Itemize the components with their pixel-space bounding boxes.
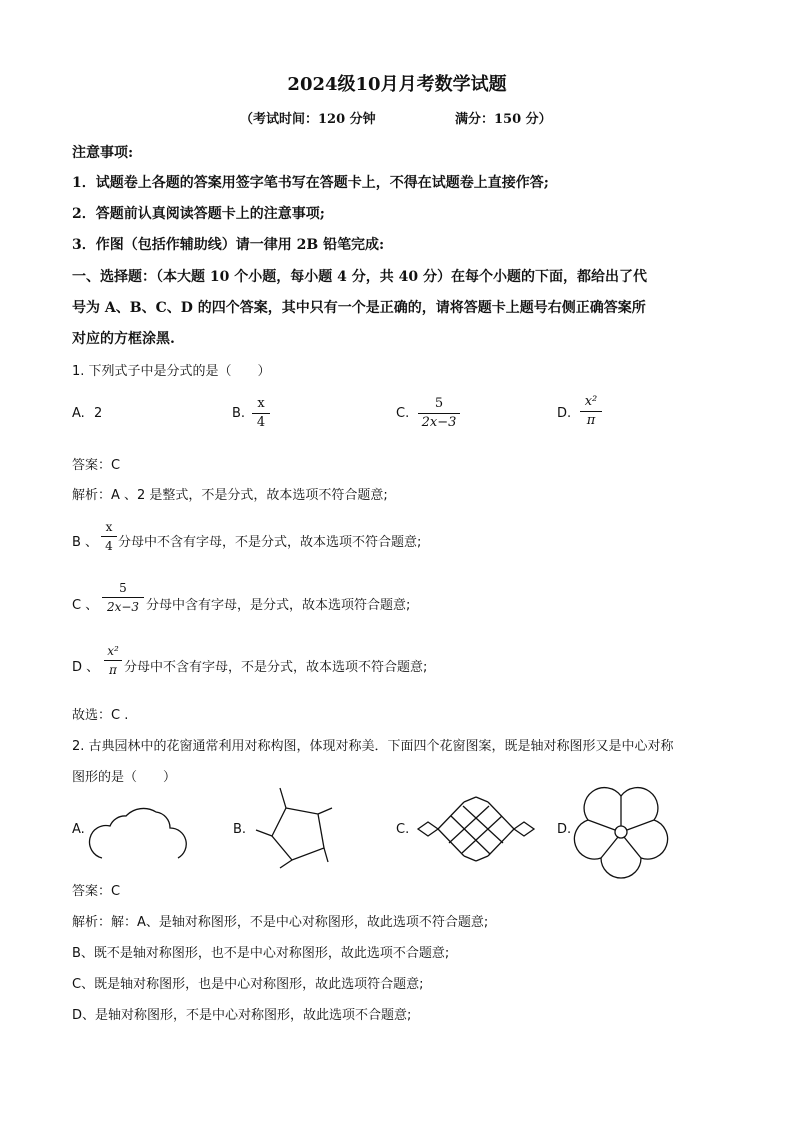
fraction-bar [104, 660, 122, 661]
fraction-numerator: 5 [119, 581, 127, 595]
q1-option-a-label: A. [72, 406, 85, 421]
q1-stem: 1. 下列式子中是分式的是（ ） [72, 364, 271, 379]
q1-option-d-fraction [580, 394, 602, 429]
fraction-numerator: 5 [434, 396, 444, 411]
q1-analysis-b-prefix: B 、 [72, 535, 99, 550]
fraction-denominator: π [586, 413, 596, 428]
q1-analysis-d-text: 分母中不含有字母，不是分式，故本选项不符合题意; [124, 660, 428, 675]
note-item-2: 2．答题前认真阅读答题卡上的注意事项; [72, 206, 325, 222]
fraction-denominator: 2x−3 [106, 600, 140, 614]
q1-option-b-fraction [252, 396, 270, 431]
exam-time: （考试时间：120 分钟 [240, 112, 376, 127]
q2-option-c-label: C. [396, 822, 410, 837]
fraction-bar [580, 411, 602, 412]
fraction-numerator: x [105, 520, 113, 534]
fraction-numerator: x [257, 396, 265, 411]
fraction-bar [101, 536, 117, 537]
q1-option-b-label: B. [232, 406, 246, 421]
section-1-line-1: 一、选择题：（本大题 10 个小题，每小题 4 分，共 40 分）在每个小题的下面，都给出了代 [72, 269, 647, 285]
q1-analysis-c-text: 分母中含有字母，是分式，故本选项符合题意; [146, 598, 411, 613]
q2-analysis-c: C、既是轴对称图形，也是中心对称图形，故此选项符合题意; [72, 977, 424, 992]
q1-analysis-d-fraction [104, 643, 122, 678]
q2-option-b-figure [252, 786, 342, 870]
q1-conclusion: 故选：C . [72, 708, 129, 723]
q2-stem-line-1: 2. 古典园林中的花窗通常利用对称构图，体现对称美．下面四个花窗图案，既是轴对称图形又是中心对称 [72, 739, 674, 754]
note-item-1: 1．试题卷上各题的答案用签字笔书写在答题卡上，不得在试题卷上直接作答; [72, 175, 549, 191]
fraction-bar [418, 413, 460, 414]
q1-option-c-fraction [418, 396, 460, 431]
exam-score: 满分：150 分） [455, 112, 552, 127]
q2-analysis-a: 解析：解：A、是轴对称图形，不是中心对称图形，故此选项不符合题意; [72, 915, 489, 930]
section-1-line-3: 对应的方框涂黑. [72, 331, 175, 347]
q2-option-d-figure [580, 792, 662, 872]
q2-option-d-label: D. [557, 822, 572, 837]
q1-analysis-b-text: 分母中不含有字母，不是分式，故本选项不符合题意; [118, 535, 422, 550]
q1-answer: 答案：C [72, 458, 121, 473]
q2-analysis-d: D、是轴对称图形，不是中心对称图形，故此选项不合题意; [72, 1008, 412, 1023]
q1-option-d-label: D. [557, 406, 572, 421]
q1-option-c-label: C. [396, 406, 410, 421]
q2-stem-line-2: 图形的是（ ） [72, 770, 177, 785]
fraction-numerator: x² [584, 394, 598, 409]
notes-heading: 注意事项: [72, 145, 134, 161]
q2-option-a-figure [90, 800, 186, 862]
fraction-bar [252, 413, 270, 414]
fraction-numerator: x² [107, 644, 119, 658]
fraction-bar [102, 597, 144, 598]
q2-option-c-figure [416, 796, 536, 862]
q2-analysis-b: B、既不是轴对称图形，也不是中心对称图形，故此选项不合题意; [72, 946, 450, 961]
q1-analysis-c-prefix: C 、 [72, 598, 99, 613]
note-item-3: 3．作图（包括作辅助线）请一律用 2B 铅笔完成: [72, 237, 385, 253]
fraction-denominator: π [109, 663, 117, 677]
q1-option-a-value: 2 [94, 406, 103, 421]
q2-option-a-label: A. [72, 822, 85, 837]
q1-analysis-b-fraction [101, 519, 117, 554]
q1-analysis-d-prefix: D 、 [72, 660, 100, 675]
q1-analysis-a: 解析：A 、2 是整式，不是分式，故本选项不符合题意; [72, 488, 388, 503]
fraction-denominator: 2x−3 [421, 415, 457, 430]
page-title: 2024级10月月考数学试题 [287, 74, 507, 95]
fraction-denominator: 4 [105, 539, 113, 553]
q1-analysis-c-fraction [102, 580, 144, 615]
q2-answer: 答案：C [72, 884, 121, 899]
fraction-denominator: 4 [256, 415, 266, 430]
section-1-line-2: 号为 A、B、C、D 的四个答案，其中只有一个是正确的，请将答题卡上题号右侧正确答案所 [72, 300, 646, 316]
q2-option-b-label: B. [233, 822, 247, 837]
